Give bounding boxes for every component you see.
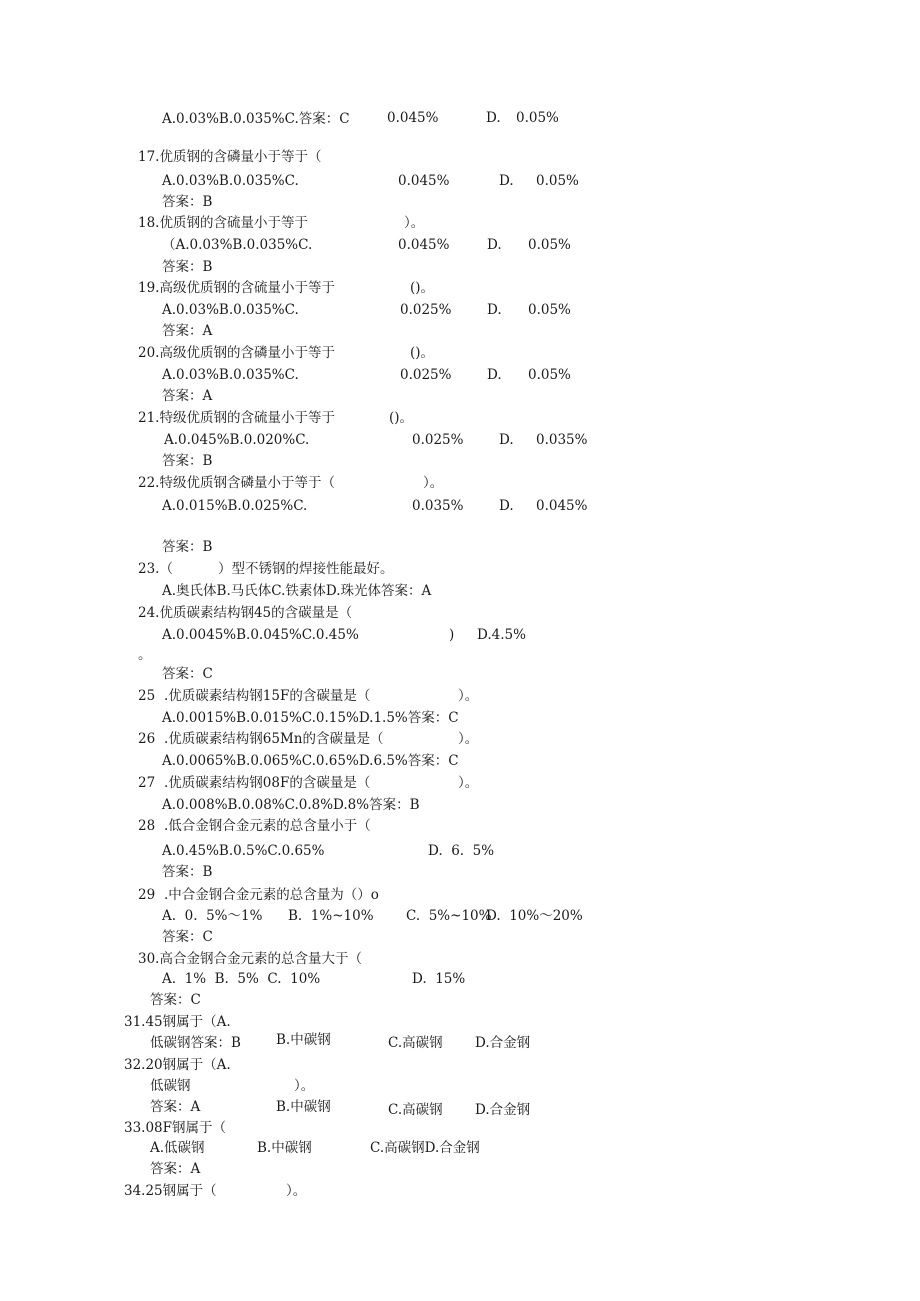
- text-line: D.合金钢: [475, 1102, 531, 1118]
- text-line: ）型不锈钢的焊接性能最好。: [218, 561, 394, 577]
- text-line: 0.05%: [536, 173, 579, 189]
- answer: 答案：B: [162, 194, 213, 210]
- question-20: 20.高级优质钢的含磷量小于等于: [138, 345, 335, 361]
- text-line: A.0.03%B.0.035%C.: [162, 367, 299, 383]
- text-line: D. 10%～20%: [486, 908, 583, 924]
- text-line: A.0.45%B.0.5%C.0.65%: [162, 843, 325, 859]
- text-line: A.0.0045%B.0.045%C.0.45%: [162, 627, 359, 643]
- question-18: 18.优质钢的含硫量小于等于: [138, 215, 308, 231]
- text-line: A.0.03%B.0.035%C.答案：C: [162, 111, 350, 127]
- text-line: D.: [487, 302, 502, 318]
- question-number: 27: [138, 775, 156, 791]
- text-line: 0.035%: [536, 432, 588, 448]
- answer: 答案：A: [162, 323, 213, 339]
- text-line: 0.045%: [398, 237, 450, 253]
- text-line: ）。: [458, 688, 479, 704]
- text-line: B. 1%~10%: [288, 908, 374, 924]
- text-line: C.高碳钢D.合金钢: [370, 1140, 480, 1156]
- text-line: A.低碳钢: [150, 1140, 205, 1156]
- text-line: D. 15%: [412, 971, 466, 987]
- answer: 答案：B: [162, 539, 213, 555]
- text-line: ): [449, 627, 455, 643]
- text-line: 0.045%: [398, 173, 450, 189]
- text-line: A.0.008%B.0.08%C.0.8%D.8%答案：B: [162, 797, 420, 813]
- question-29: .中合金钢合金元素的总含量为（）o: [164, 887, 379, 903]
- question-22: 22.特级优质钢含磷量小于等于（: [138, 475, 335, 491]
- question-26: .优质碳素结构钢65Mn的含碳量是（: [164, 731, 384, 747]
- text-line: 0.05%: [528, 367, 571, 383]
- text-line: A. 0. 5%～1%: [162, 908, 263, 924]
- answer: 答案：A: [150, 1099, 201, 1115]
- text-line: C. 5%~10%: [406, 908, 492, 924]
- text-line: 低碳钢答案：B: [150, 1035, 241, 1051]
- text-line: ）。: [458, 775, 479, 791]
- question-number: 26: [138, 731, 156, 747]
- text-line: A.奥氏体B.马氏体C.铁素体D.珠光体答案：A: [162, 583, 432, 599]
- question-number: 28: [138, 818, 156, 834]
- text-line: ）。: [294, 1078, 315, 1094]
- text-line: 0.05%: [528, 237, 571, 253]
- text-line: ()。: [410, 345, 435, 361]
- question-33: 33.08F钢属于（: [124, 1120, 227, 1136]
- text-line: D.合金钢: [475, 1035, 531, 1051]
- answer: 答案：B: [162, 259, 213, 275]
- text-line: 。: [138, 647, 152, 663]
- question-25: .优质碳素结构钢15F的含碳量是（: [164, 688, 371, 704]
- question-27: .优质碳素结构钢08F的含碳量是（: [164, 775, 371, 791]
- answer: 答案：B: [162, 864, 213, 880]
- text-line: 0.025%: [400, 367, 452, 383]
- answer: 答案：A: [162, 388, 213, 404]
- question-28: .低合金钢合金元素的总含量小于（: [164, 818, 371, 834]
- text-line: D.: [499, 432, 514, 448]
- answer: 答案：C: [162, 929, 213, 945]
- text-line: D.: [499, 173, 514, 189]
- answer: 答案：C: [150, 992, 201, 1008]
- text-line: D.: [499, 498, 514, 514]
- text-line: A.0.03%B.0.035%C.: [162, 173, 299, 189]
- text-line: 0.05%: [516, 110, 559, 126]
- text-line: 0.045%: [387, 110, 439, 126]
- text-line: 0.025%: [400, 302, 452, 318]
- question-30: 30.高合金钢合金元素的总含量大于（: [138, 951, 362, 967]
- text-line: A.0.03%B.0.035%C.: [162, 302, 299, 318]
- text-line: ）。: [286, 1183, 307, 1199]
- question-number: 29: [138, 887, 156, 903]
- text-line: 0.05%: [528, 302, 571, 318]
- text-line: （A.0.03%B.0.035%C.: [162, 237, 313, 253]
- text-line: B.中碳钢: [276, 1099, 331, 1115]
- answer: 答案：C: [162, 666, 213, 682]
- question-19: 19.高级优质钢的含硫量小于等于: [138, 280, 335, 296]
- text-line: A.0.045%B.0.020%C.: [164, 432, 310, 448]
- text-line: 低碳钢: [150, 1078, 191, 1094]
- text-line: C.高碳钢: [388, 1102, 443, 1118]
- text-line: D.: [487, 237, 502, 253]
- text-line: 0.035%: [412, 498, 464, 514]
- text-line: ()。: [389, 410, 414, 426]
- question-32: 32.20钢属于（A.: [124, 1057, 231, 1073]
- question-24: 24.优质碳素结构钢45的含碳量是（: [138, 605, 353, 621]
- answer: 答案：A: [150, 1161, 201, 1177]
- question-31: 31.45钢属于（A.: [124, 1014, 231, 1030]
- text-line: B.中碳钢: [257, 1140, 312, 1156]
- text-line: ()。: [410, 280, 435, 296]
- text-line: ）。: [458, 731, 479, 747]
- text-line: B.中碳钢: [276, 1032, 331, 1048]
- text-line: D.: [486, 110, 501, 126]
- text-line: 0.025%: [412, 432, 464, 448]
- text-line: 0.045%: [536, 498, 588, 514]
- question-23: 23.（: [138, 561, 173, 577]
- text-line: A.0.015%B.0.025%C.: [162, 498, 308, 514]
- text-line: A. 1% B. 5% C. 10%: [162, 971, 321, 987]
- question-17: 17.优质钢的含磷量小于等于（: [138, 149, 322, 165]
- text-line: A.0.0065%B.0.065%C.0.65%D.6.5%答案：C: [162, 753, 459, 769]
- text-line: ）。: [404, 215, 425, 231]
- text-line: D.4.5%: [477, 627, 526, 643]
- text-line: A.0.0015%B.0.015%C.0.15%D.1.5%答案：C: [162, 710, 459, 726]
- text-line: D. 6. 5%: [428, 843, 495, 859]
- text-line: ）。: [423, 475, 444, 491]
- text-line: D.: [487, 367, 502, 383]
- text-line: C.高碳钢: [388, 1035, 443, 1051]
- question-34: 34.25钢属于（: [124, 1183, 217, 1199]
- question-21: 21.特级优质钢的含硫量小于等于: [138, 410, 335, 426]
- question-number: 25: [138, 688, 156, 704]
- answer: 答案：B: [162, 453, 213, 469]
